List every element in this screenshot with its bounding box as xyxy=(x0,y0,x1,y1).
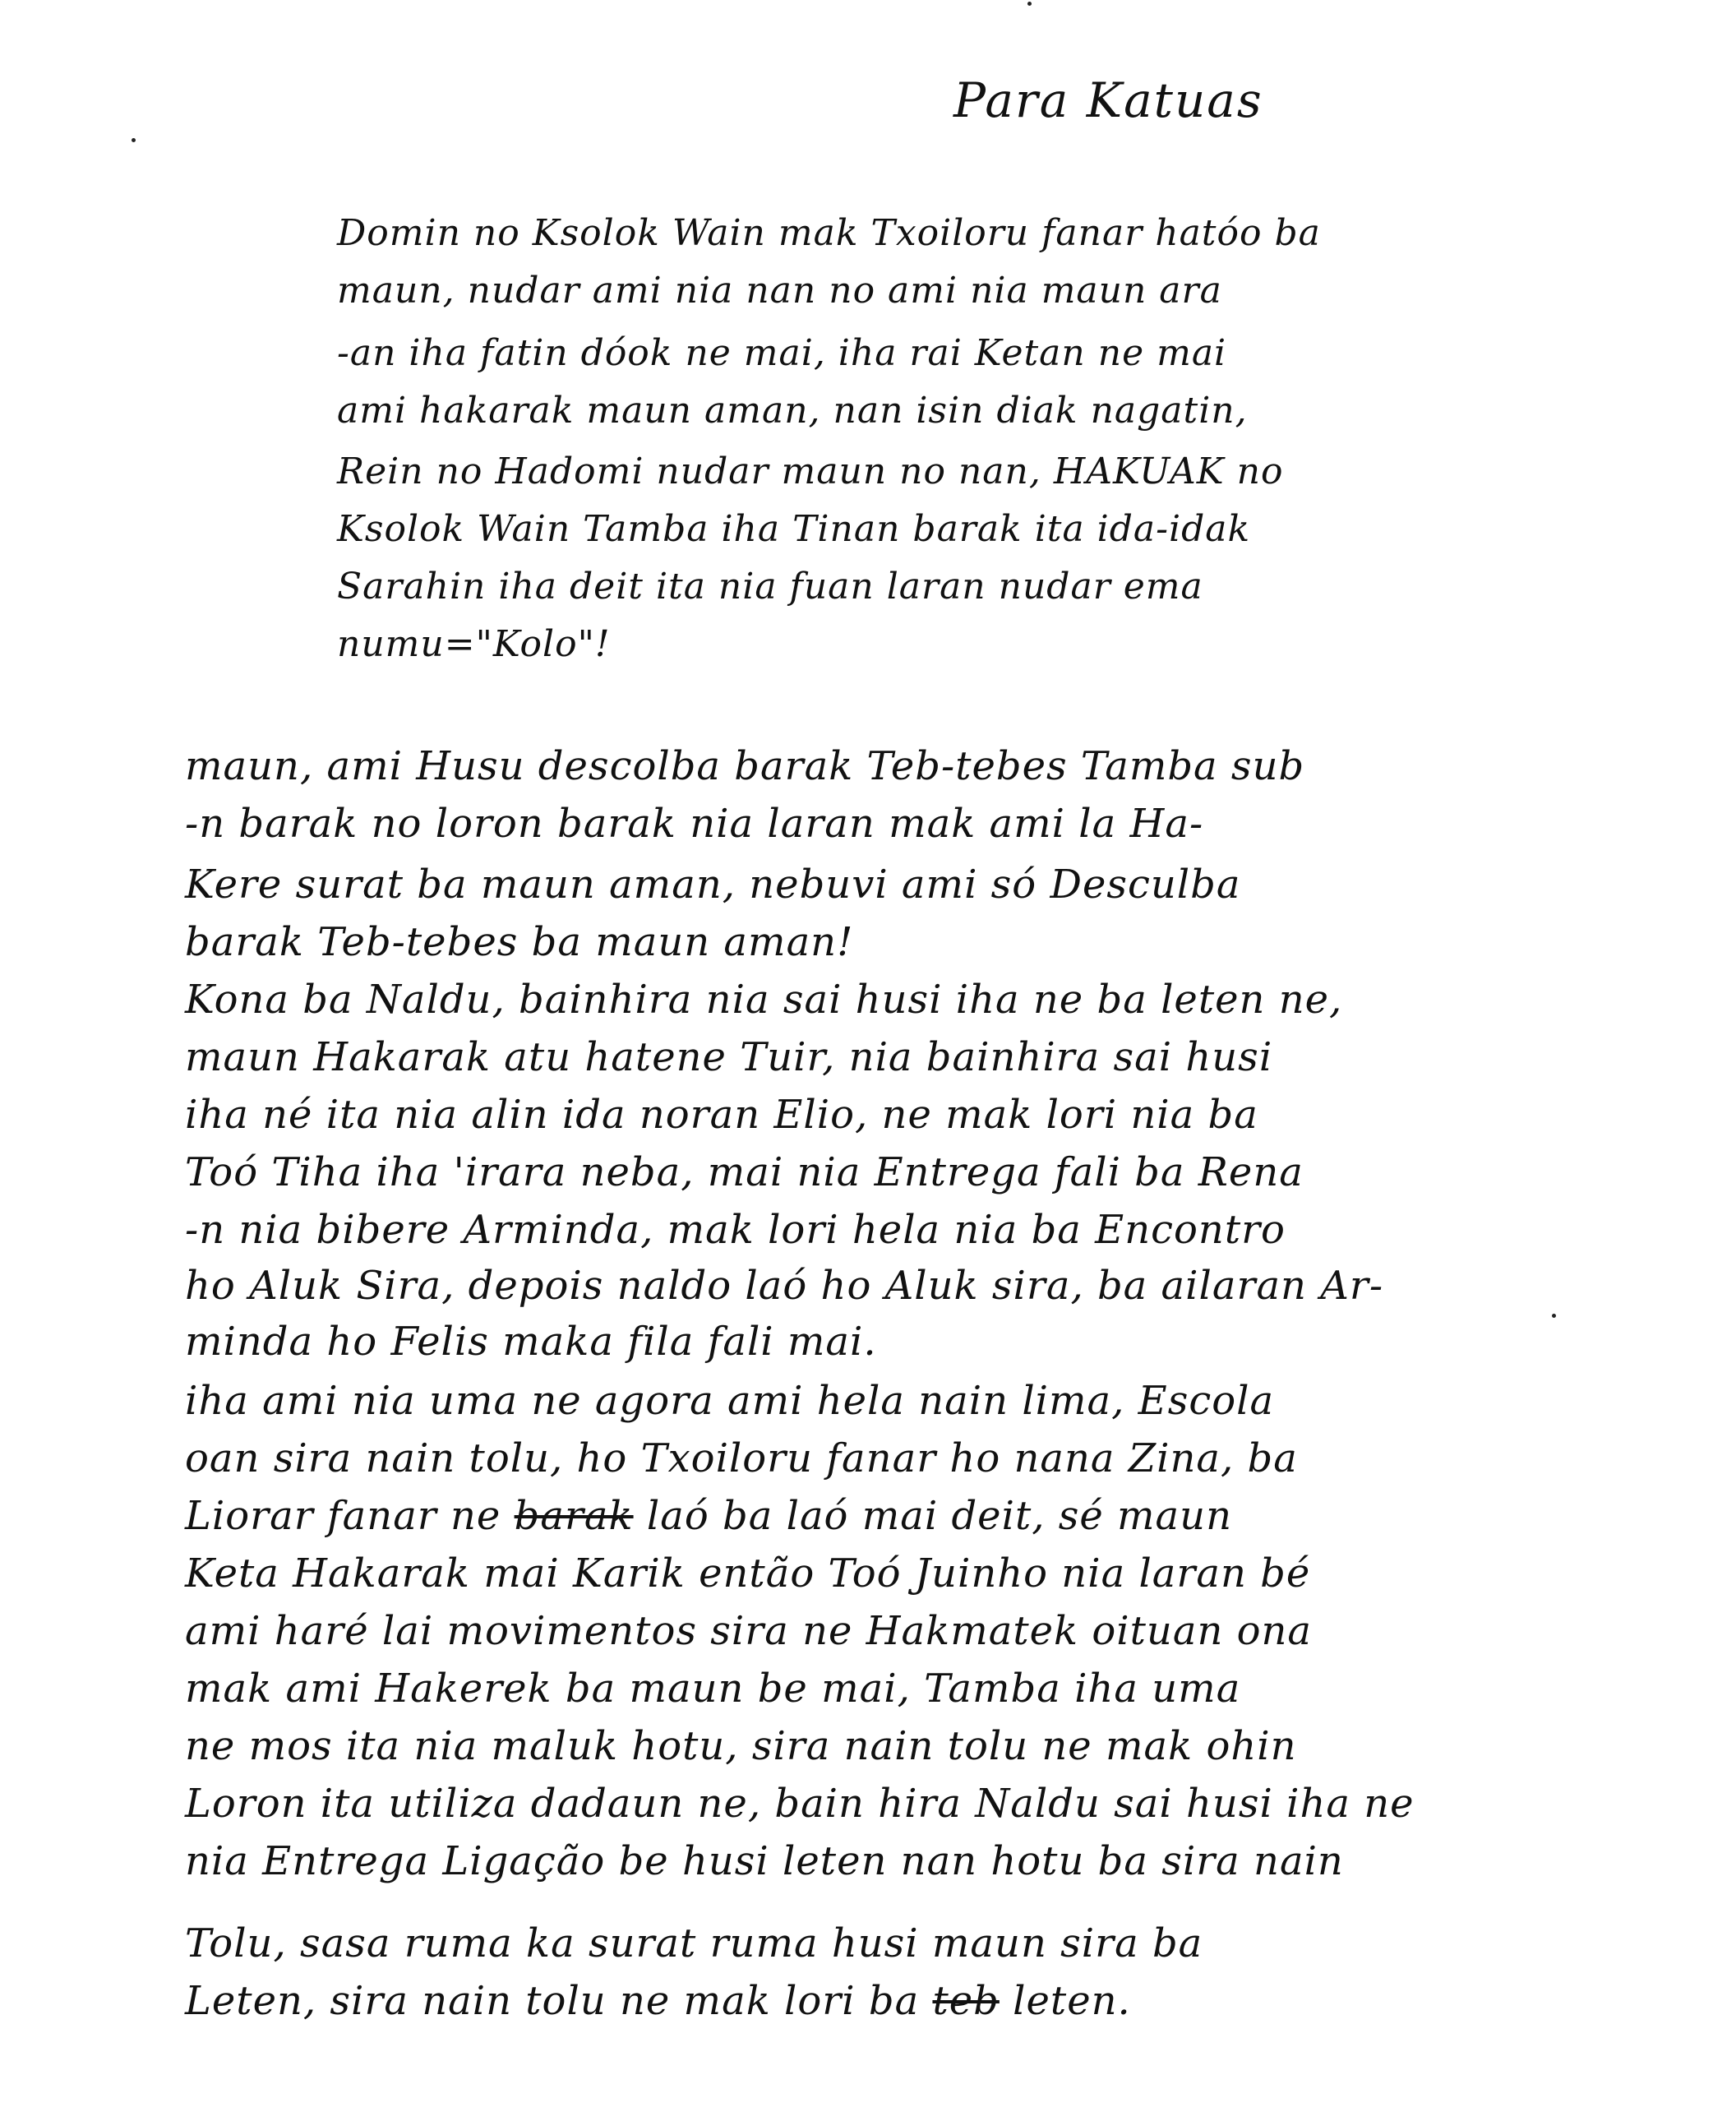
text-line: Kona ba Naldu, bainhira nia sai husi iha ne ba leten ne, xyxy=(185,977,1343,1023)
struck-out-word: teb xyxy=(932,1978,1000,2024)
text-line: -an iha fatin dóok ne mai, iha rai Ketan ne mai xyxy=(337,332,1227,374)
text-line: ami hakarak maun aman, nan isin diak nagatin, xyxy=(337,390,1248,432)
text-line: maun, nudar ami nia nan no ami nia maun ara xyxy=(337,270,1222,312)
text-line: Tolu, sasa ruma ka surat ruma husi maun sira ba xyxy=(185,1920,1203,1966)
text-line-with-strikeout xyxy=(185,1493,1232,1539)
text-line: Loron ita utiliza dadaun ne, bain hira Naldu sai husi iha ne xyxy=(185,1781,1415,1827)
ink-speck-top xyxy=(1027,2,1032,6)
text-line: Rein no Hadomi nudar maun no nan, HAKUAK no xyxy=(337,451,1284,492)
line-text-start: Liorar fanar ne xyxy=(185,1493,501,1539)
text-line: ho Aluk Sira, depois naldo laó ho Aluk sira, ba ailaran Ar- xyxy=(185,1263,1384,1309)
struck-out-word: barak xyxy=(514,1493,634,1539)
text-line: Toó Tiha iha 'irara neba, mai nia Entrega fali ba Rena xyxy=(185,1149,1304,1195)
text-line: nia Entrega Ligação be husi leten nan hotu ba sira nain xyxy=(185,1838,1344,1884)
text-line: Keta Hakarak mai Karik então Toó Juinho nia laran bé xyxy=(185,1550,1311,1597)
text-line: -n nia bibere Arminda, mak lori hela nia ba Encontro xyxy=(185,1207,1286,1253)
line-text-end: leten. xyxy=(1013,1978,1131,2024)
line-text-start: Leten, sira nain tolu ne mak lori ba xyxy=(185,1978,920,2024)
text-line: Kere surat ba maun aman, nebuvi ami só Desculba xyxy=(185,862,1241,908)
text-line: ami haré lai movimentos sira ne Hakmatek oituan ona xyxy=(185,1608,1313,1654)
text-line: Domin no Ksolok Wain mak Txoiloru fanar hatóo ba xyxy=(337,212,1321,254)
text-line: -n barak no loron barak nia laran mak ami la Ha- xyxy=(185,801,1204,847)
text-line: oan sira nain tolu, ho Txoiloru fanar ho nana Zina, ba xyxy=(185,1435,1298,1481)
line-text-end: laó ba laó mai deit, sé maun xyxy=(646,1493,1232,1539)
text-line: Sarahin iha deit ita nia fuan laran nudar ema xyxy=(337,566,1203,608)
ink-speck-right xyxy=(1552,1314,1556,1318)
text-line: numu="Kolo"! xyxy=(337,623,611,665)
text-line: maun Hakarak atu hatene Tuir, nia bainhira sai husi xyxy=(185,1034,1273,1080)
text-line: iha né ita nia alin ida noran Elio, ne mak lori nia ba xyxy=(185,1092,1258,1138)
text-line: iha ami nia uma ne agora ami hela nain lima, Escola xyxy=(185,1378,1275,1424)
ink-speck-left xyxy=(132,138,136,142)
text-line: barak Teb-tebes ba maun aman! xyxy=(185,919,854,965)
letter-title: Para Katuas xyxy=(953,72,1263,128)
text-line: ne mos ita nia maluk hotu, sira nain tolu ne mak ohin xyxy=(185,1723,1297,1769)
text-line: Ksolok Wain Tamba iha Tinan barak ita ida-idak xyxy=(337,508,1251,550)
text-line-with-strikeout xyxy=(185,1978,1131,2024)
text-line: maun, ami Husu descolba barak Teb-tebes Tamba sub xyxy=(185,743,1305,789)
text-line: minda ho Felis maka fila fali mai. xyxy=(185,1319,877,1365)
text-line: mak ami Hakerek ba maun be mai, Tamba iha uma xyxy=(185,1666,1241,1712)
